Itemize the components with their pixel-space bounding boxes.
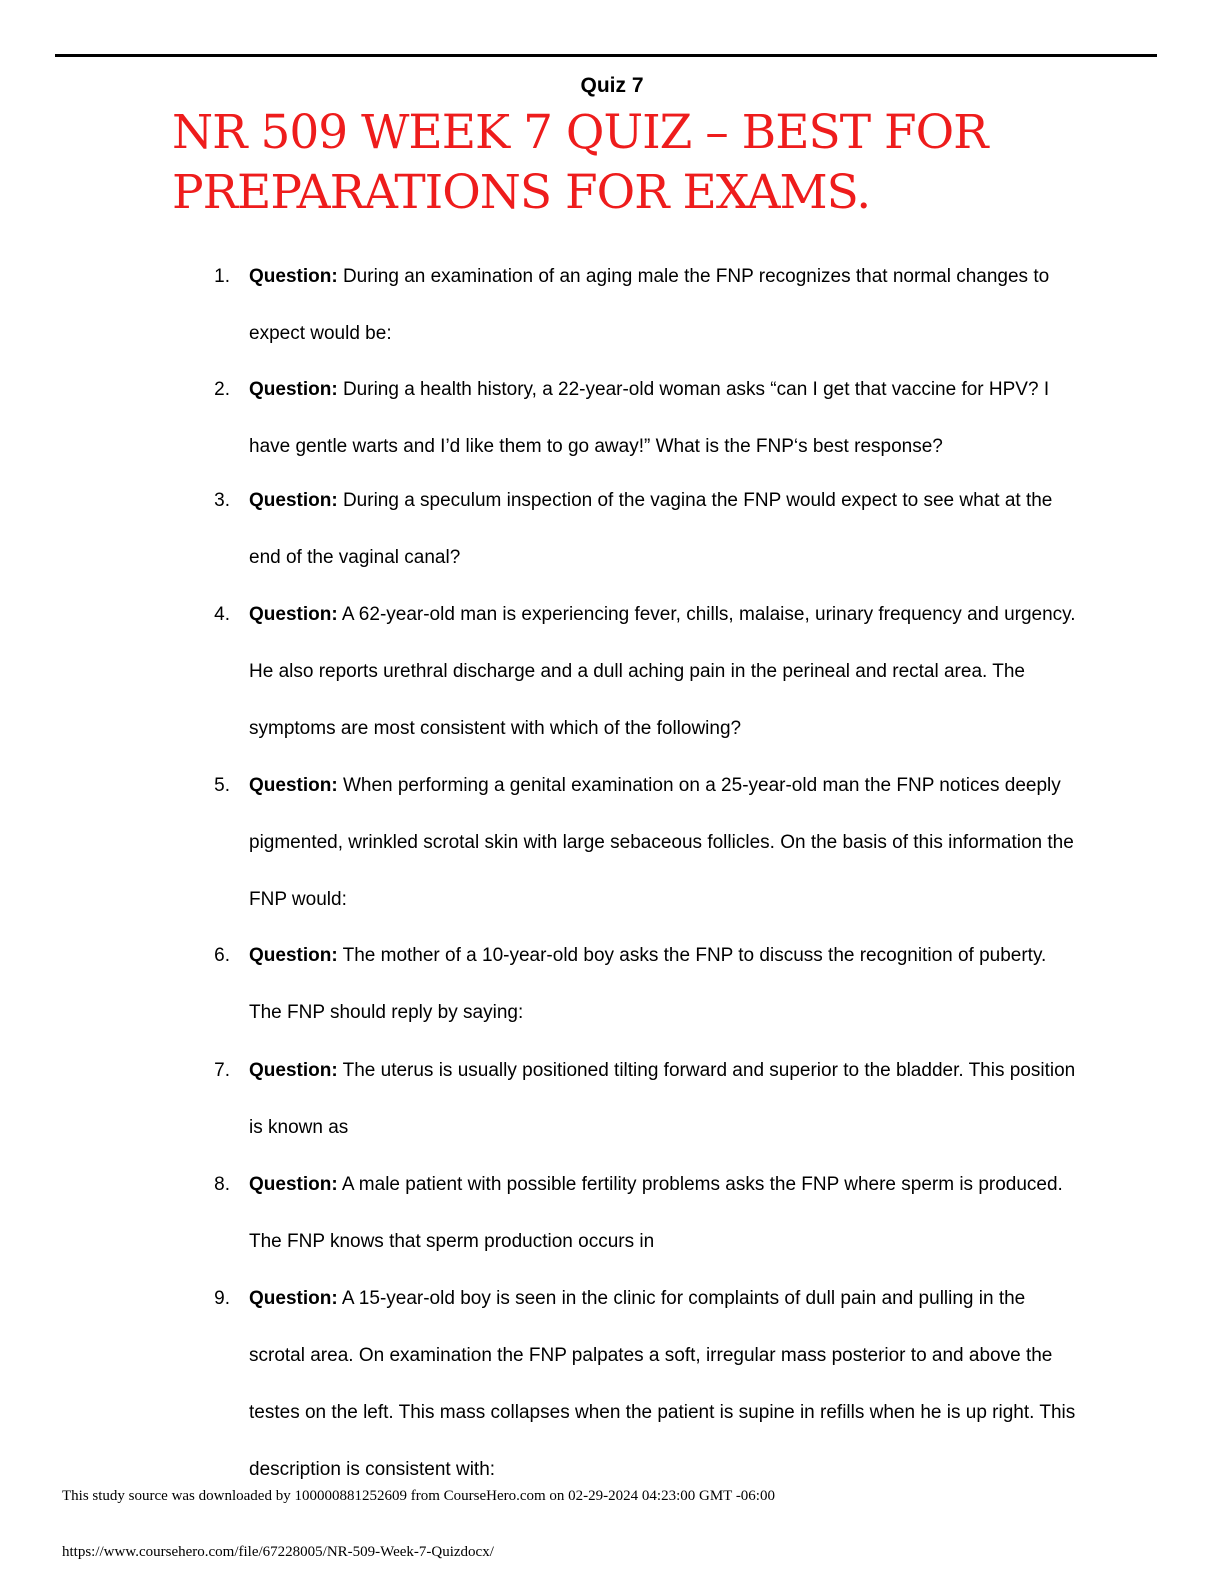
question-body: During a health history, a 22-year-old woman asks “can I get that vaccine for HPV? I have gentle warts and I’d like them to go away!” What is the FNP‘s best response? bbox=[249, 379, 1050, 457]
footer-source-note: This study source was downloaded by 100000881252609 from CourseHero.com on 02-29-2024 04:23:00 GMT -06:00 bbox=[62, 1488, 775, 1504]
question-label: Question: bbox=[249, 266, 338, 287]
question-number: 9. bbox=[214, 1288, 230, 1309]
question-body: A male patient with possible fertility problems asks the FNP where sperm is produced. The FNP knows that sperm production occurs in bbox=[249, 1174, 1063, 1252]
document-title bbox=[172, 103, 1172, 223]
question-body: A 62-year-old man is experiencing fever, chills, malaise, urinary frequency and urgency. He also reports urethral discharge and a dull aching pain in the perineal and rectal area. The symptoms are most consistent with which of the following? bbox=[249, 604, 1076, 739]
question-number: 3. bbox=[214, 490, 230, 511]
question-text bbox=[249, 1270, 1079, 1498]
question-text bbox=[249, 927, 1079, 1041]
question-label: Question: bbox=[249, 775, 338, 796]
question-text bbox=[249, 757, 1079, 928]
question-label: Question: bbox=[249, 379, 338, 400]
question-number: 4. bbox=[214, 604, 230, 625]
question-body: A 15-year-old boy is seen in the clinic for complaints of dull pain and pulling in the scrotal area. On examination the FNP palpates a soft, irregular mass posterior to and above the testes on the left. This mass collapses when the patient is supine in refills when he is up right. This description is consistent with: bbox=[249, 1288, 1076, 1480]
question-body: During an examination of an aging male the FNP recognizes that normal changes to expect would be: bbox=[249, 266, 1050, 344]
question-label: Question: bbox=[249, 1288, 338, 1309]
question-text bbox=[249, 1156, 1079, 1270]
question-number: 1. bbox=[214, 266, 230, 287]
question-label: Question: bbox=[249, 490, 338, 511]
title-line-1: NR 509 WEEK 7 QUIZ – BEST FOR bbox=[172, 105, 988, 160]
question-number: 5. bbox=[214, 775, 230, 796]
question-text bbox=[249, 361, 1079, 475]
question-text bbox=[249, 1042, 1079, 1156]
question-body: When performing a genital examination on a 25-year-old man the FNP notices deeply pigmented, wrinkled scrotal skin with large sebaceous follicles. On the basis of this information the FNP would: bbox=[249, 775, 1074, 910]
question-label: Question: bbox=[249, 604, 338, 625]
question-number: 6. bbox=[214, 945, 230, 966]
question-label: Question: bbox=[249, 1060, 338, 1081]
question-number: 8. bbox=[214, 1174, 230, 1195]
question-body: The mother of a 10-year-old boy asks the FNP to discuss the recognition of puberty. The FNP should reply by saying: bbox=[249, 945, 1047, 1023]
title-line-2: PREPARATIONS FOR EXAMS. bbox=[172, 165, 871, 220]
question-label: Question: bbox=[249, 1174, 338, 1195]
footer-url: https://www.coursehero.com/file/67228005/NR-509-Week-7-Quizdocx/ bbox=[62, 1544, 494, 1560]
question-number: 2. bbox=[214, 379, 230, 400]
top-rule bbox=[55, 54, 1157, 57]
question-label: Question: bbox=[249, 945, 338, 966]
question-text bbox=[249, 586, 1079, 757]
question-body: The uterus is usually positioned tilting forward and superior to the bladder. This position is known as bbox=[249, 1060, 1076, 1138]
quiz-label: Quiz 7 bbox=[580, 74, 644, 97]
question-body: During a speculum inspection of the vagina the FNP would expect to see what at the end of the vaginal canal? bbox=[249, 490, 1053, 568]
question-text bbox=[249, 472, 1079, 586]
question-number: 7. bbox=[214, 1060, 230, 1081]
question-text bbox=[249, 248, 1079, 362]
